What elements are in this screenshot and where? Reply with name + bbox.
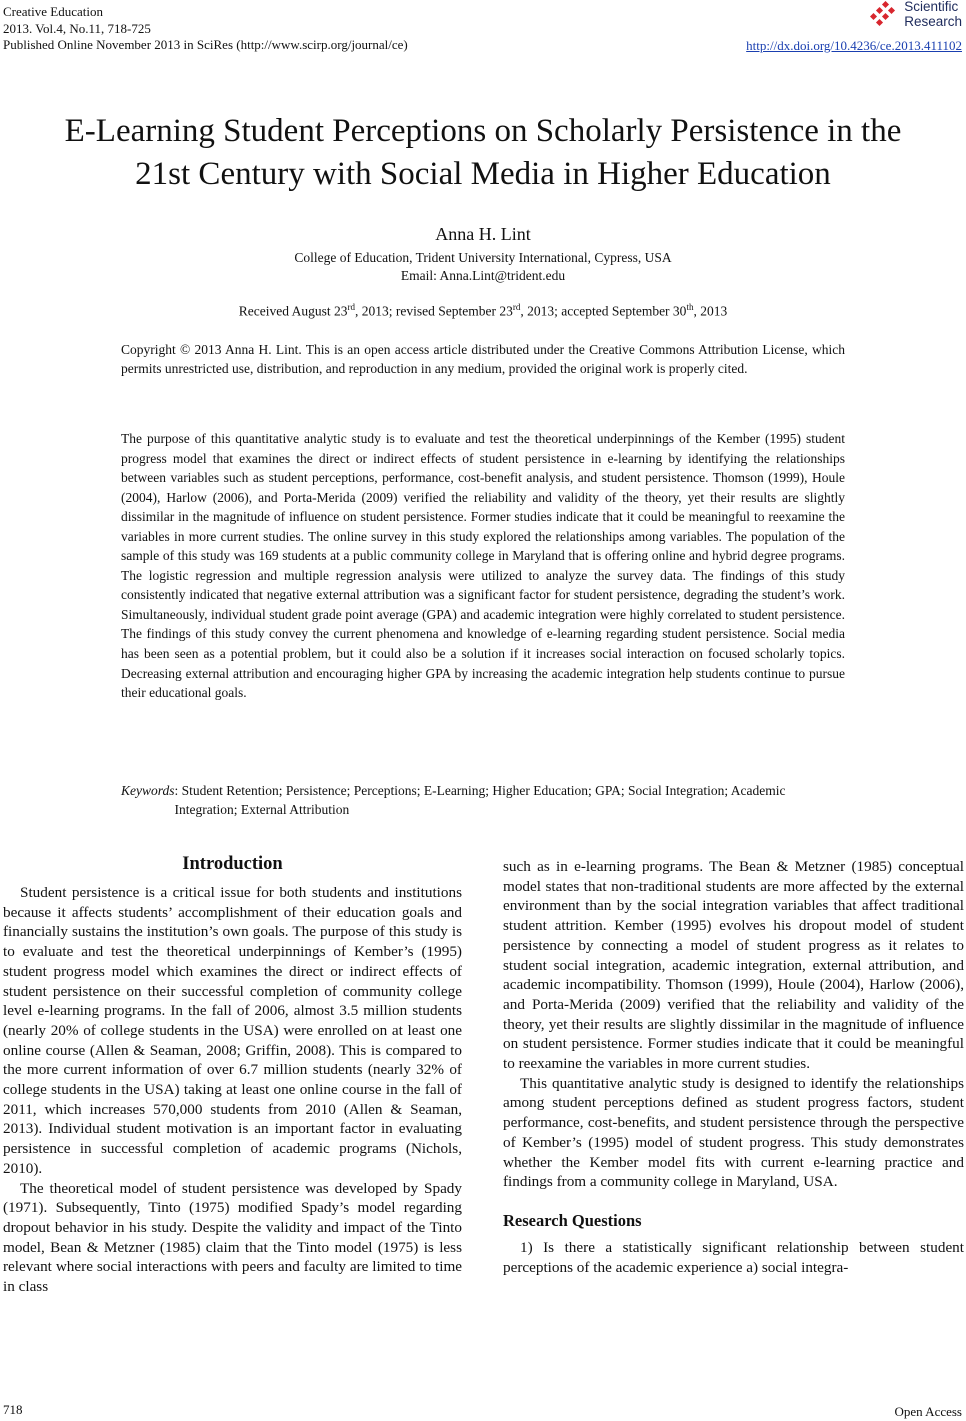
research-questions-heading: Research Questions bbox=[503, 1210, 642, 1230]
research-question-1: 1) Is there a statistically significant relationship between student perceptions of the academic experience a) social integra- bbox=[503, 1238, 964, 1276]
keywords-label: Keywords bbox=[121, 783, 175, 798]
received-dates bbox=[0, 302, 966, 320]
received-part-4: , 2013 bbox=[693, 303, 728, 319]
author-email: Email: Anna.Lint@trident.edu bbox=[400, 267, 566, 283]
logo-text bbox=[904, 0, 962, 29]
received-part-1: Received August 23 bbox=[238, 303, 348, 319]
logo-line-1: Scientific bbox=[904, 0, 959, 14]
received-sup-2: rd bbox=[512, 302, 521, 312]
copyright-notice: Copyright © 2013 Anna H. Lint. This is an open access article distributed under the Creative Commons Attribution License, which permits unrestricted use, distribution, and reproduction in any medium, provided the original work is properly cited. bbox=[121, 342, 845, 377]
journal-published: Published Online November 2013 in SciRes (http://www.scirp.org/journal/ce) bbox=[3, 37, 408, 52]
intro-heading: Introduction bbox=[182, 854, 283, 874]
open-access-label: Open Access bbox=[894, 1404, 962, 1419]
scientific-research-logo bbox=[870, 0, 962, 29]
intro-paragraph-2: The theoretical model of student persistence was developed by Spady (1971). Subsequently, Tinto (1975) modified Spady’s model regarding dropout behavior in his study. Despite the validity and impact of the Tinto model, Bean & Metzner (1985) claim that the Tinto model (1975) is less relevant where social interactions with peers and faculty are limited to time in class bbox=[3, 1179, 462, 1296]
author-name: Anna H. Lint bbox=[435, 224, 531, 244]
page-number: 718 bbox=[3, 1402, 23, 1417]
affiliation: College of Education, Trident University International, Cypress, USA bbox=[294, 250, 672, 265]
abstract: The purpose of this quantitative analytic study is to evaluate and test the theoretical underpinnings of the Kember (1995) student progress model that examines the direct or indirect effects of student persistence in e-learning by identifying the relationships between variables such as student perceptions, performance, cost-benefit analysis, and student persistence. Thomson (1999), Houle (2004), Harlow (2006), and Porta-Merida (2009) verified the reliability and validity of the theory, yet their results are slightly dissimilar in the magnitude of influence on student persistence. Former studies indicate that it could be meaningful to reexamine the variables in more current studies. The online survey in this study explored the relationships among variables. The population of the sample of this study was 169 students at a public community college in Maryland that is offering online and hybrid degree programs. The logistic regression and multiple regression analysis were utilized to analyze the survey data. The findings of this study consistently indicated that negative external attribution was a significant factor for student persistence, degrading the student’s work. Simultaneously, individual student grade point average (GPA) and academic integration were highly correlated to student persistence. The findings of this study convey the current phenomena and knowledge of e-learning regarding student persistence. Social media has been seen as a potential problem, but it could also be a solution if it increases social interaction on focused scholarly topics. Decreasing external attribution and encouraging higher GPA by increasing the academic integration help students continue to pursue their educational goals. bbox=[121, 431, 845, 701]
received-part-3: , 2013; accepted September 30 bbox=[520, 303, 687, 319]
received-sup-3: th bbox=[686, 302, 694, 312]
body-left-column bbox=[3, 852, 462, 1297]
journal-header bbox=[3, 4, 408, 54]
title-line-1: E-Learning Student Perceptions on Scholarly Persistence in the bbox=[64, 113, 902, 149]
right-paragraph-2: This quantitative analytic study is designed to identify the relationships among student perceptions defined as student progress factors, student performance, cost-benefits, and student persistence through the perspective of Kember’s (1995) model of student progress. This study demonstrates whether the Kember model fits with current e-learning practice and findings from a community college in Maryland, USA. bbox=[503, 1074, 964, 1191]
author-affiliation-block bbox=[0, 249, 966, 284]
received-part-2: , 2013; revised September 23 bbox=[355, 303, 513, 319]
journal-volume: 2013. Vol.4, No.11, 718-725 bbox=[3, 20, 151, 36]
paper-title bbox=[0, 110, 966, 196]
keywords-text: : Student Retention; Persistence; Perceptions; E-Learning; Higher Education; GPA; Social Integration; Academic Integration; External Attribution bbox=[174, 783, 786, 817]
title-line-2: 21st Century with Social Media in Higher Education bbox=[135, 156, 831, 192]
journal-name: Creative Education bbox=[3, 4, 103, 19]
body-right-column bbox=[503, 857, 964, 1277]
right-paragraph-1: such as in e-learning programs. The Bean & Metzner (1985) conceptual model states that non-traditional students are more affected by the external environment than by the social integration variables that affect traditional student attrition. Kember (1995) evolves his dropout model of student persistence by connecting a model of student progress as it relates to student social integration, academic integration, external attribution, and academic incompatibility. Thomson (1999), Houle (2004), Harlow (2006), and Porta-Merida (2009) verified that the reliability and validity of the theory, yet their results are slightly dissimilar in the magnitude of influence on student persistence. Former studies indicate that it could be meaningful to reexamine the variables in more current studies. bbox=[503, 858, 964, 1073]
logo-diamond-icon bbox=[870, 1, 900, 29]
intro-paragraph-1: Student persistence is a critical issue for both students and institutions because it affects students’ accomplishment of their education goals and financially sustains the institution’s own goals. The purpose of this study is to evaluate and test the theoretical underpinnings of Kember’s (1995) student progress model which examines the direct or indirect effects of student persistence on their successful completion of community college level e-learning programs. In the fall of 2006, almost 3.5 million students (nearly 20% of college students in the USA) were enrolled on at least one online course (Allen & Seaman, 2008; Griffin, 2008). This is compared to the more current information of over 6.7 million students (nearly 32% of college students in the USA) taking at least one online course in the fall of 2011, which increases 570,000 students from 2010 (Allen & Seaman, 2013). Individual student motivation is an important factor in evaluating persistence in successful completion of academic programs (Nichols, 2010). bbox=[3, 884, 462, 1177]
doi-link[interactable]: http://dx.doi.org/10.4236/ce.2013.411102 bbox=[746, 38, 962, 53]
logo-line-2: Research bbox=[904, 13, 962, 29]
keywords bbox=[121, 781, 845, 819]
received-sup-1: rd bbox=[347, 302, 356, 312]
